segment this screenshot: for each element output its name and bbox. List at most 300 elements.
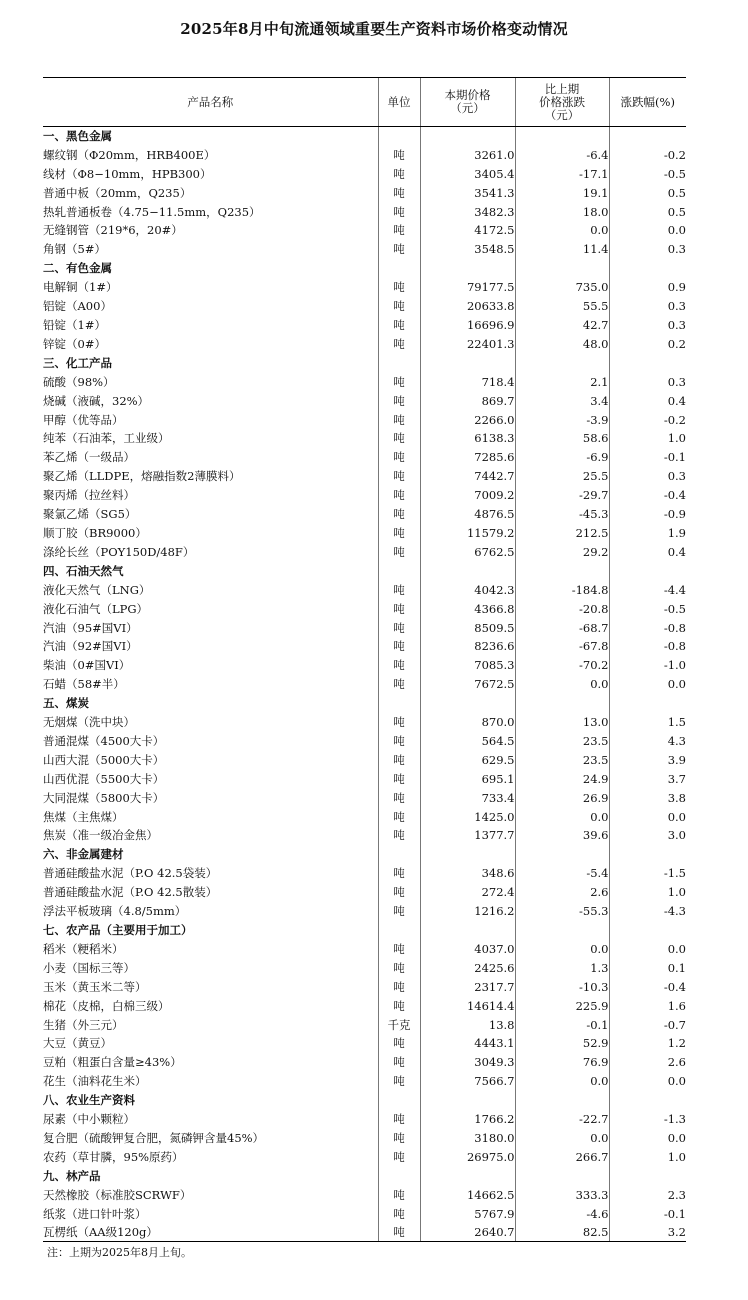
unit-cell: 吨 [378,902,420,921]
table-row [43,183,686,202]
price-cell: 870.0 [420,713,515,732]
product-name: 棉花（皮棉，白棉三级） [43,998,170,1013]
empty-cell [420,127,515,146]
percent-cell: -0.4 [609,977,686,996]
table-row [43,977,686,996]
price-cell: 1216.2 [420,902,515,921]
table-row [43,939,686,958]
percent-cell: 0.4 [609,391,686,410]
product-name: 汽油（95#国VI） [43,620,138,635]
unit-cell: 吨 [378,1110,420,1129]
empty-cell [378,259,420,278]
change-cell: 3.4 [515,391,609,410]
product-name: 顺丁胶（BR9000） [43,525,147,540]
unit-cell: 吨 [378,656,420,675]
unit-cell: 吨 [378,505,420,524]
change-cell: 48.0 [515,334,609,353]
table-row [43,1147,686,1166]
table-row [43,467,686,486]
empty-cell [515,561,609,580]
header-current-price-line2: （元） [450,101,485,115]
change-cell: -184.8 [515,580,609,599]
percent-cell: -0.8 [609,637,686,656]
change-cell: 212.5 [515,524,609,543]
header-current-price-line1: 本期价格 [444,88,491,102]
product-name: 普通中板（20mm，Q235） [43,185,192,200]
unit-cell: 吨 [378,145,420,164]
product-name: 甲醇（优等品） [43,412,124,427]
empty-cell [609,921,686,940]
table-header-row [43,78,686,127]
change-cell: 333.3 [515,1185,609,1204]
product-name: 纸浆（进口针叶浆） [43,1206,147,1221]
price-cell: 3049.3 [420,1053,515,1072]
price-cell: 7672.5 [420,675,515,694]
price-cell: 348.6 [420,864,515,883]
change-cell: 266.7 [515,1147,609,1166]
product-name: 汽油（92#国VI） [43,639,138,654]
price-cell: 8509.5 [420,618,515,637]
category-row [43,1091,686,1110]
price-cell: 3541.3 [420,183,515,202]
unit-cell: 吨 [378,826,420,845]
category-row [43,561,686,580]
empty-cell [609,259,686,278]
table-row [43,240,686,259]
unit-cell: 吨 [378,864,420,883]
header-product-name: 产品名称 [43,78,378,127]
unit-cell: 吨 [378,240,420,259]
table-row [43,1185,686,1204]
change-cell: 23.5 [515,732,609,751]
table-row [43,391,686,410]
product-name: 螺纹钢（Φ20mm，HRB400E） [43,147,216,162]
unit-cell: 吨 [378,883,420,902]
percent-cell: -1.5 [609,864,686,883]
product-name: 硫酸（98%） [43,374,115,389]
change-cell: 0.0 [515,939,609,958]
unit-cell: 吨 [378,958,420,977]
percent-cell: 0.5 [609,183,686,202]
empty-cell [378,1091,420,1110]
unit-cell: 吨 [378,467,420,486]
unit-cell: 吨 [378,1185,420,1204]
percent-cell: 0.3 [609,316,686,335]
product-name: 线材（Φ8−10mm，HPB300） [43,166,212,181]
category-title: 八、农业生产资料 [43,1093,135,1108]
change-cell: 0.0 [515,1072,609,1091]
change-cell: 2.6 [515,883,609,902]
unit-cell: 吨 [378,410,420,429]
empty-cell [378,921,420,940]
percent-cell: 0.3 [609,372,686,391]
product-name: 大豆（黄豆） [43,1036,112,1051]
price-cell: 3405.4 [420,164,515,183]
price-cell: 7442.7 [420,467,515,486]
table-row [43,656,686,675]
empty-cell [609,127,686,146]
percent-cell: -0.2 [609,145,686,164]
change-cell: 55.5 [515,297,609,316]
unit-cell: 吨 [378,713,420,732]
table-row [43,429,686,448]
percent-cell: -0.1 [609,1204,686,1223]
percent-cell: -0.2 [609,410,686,429]
category-title: 一、黑色金属 [43,129,112,144]
category-title: 七、农产品（主要用于加工） [43,923,193,938]
product-name: 液化天然气（LNG） [43,582,151,597]
price-cell: 718.4 [420,372,515,391]
percent-cell: 3.2 [609,1223,686,1242]
unit-cell: 吨 [378,939,420,958]
percent-cell: 0.3 [609,240,686,259]
empty-cell [378,1166,420,1185]
unit-cell: 吨 [378,1204,420,1223]
empty-cell [378,353,420,372]
percent-cell: 0.0 [609,807,686,826]
empty-cell [420,259,515,278]
unit-cell: 吨 [378,316,420,335]
table-row [43,486,686,505]
percent-cell: 1.0 [609,429,686,448]
unit-cell: 吨 [378,788,420,807]
empty-cell [609,561,686,580]
unit-cell: 吨 [378,618,420,637]
product-name: 瓦楞纸（AA级120g） [43,1223,378,1242]
product-name: 花生（油料花生米） [43,1074,147,1089]
price-cell: 22401.3 [420,334,515,353]
unit-cell: 吨 [378,542,420,561]
unit-cell: 吨 [378,637,420,656]
change-cell: -4.6 [515,1204,609,1223]
percent-cell: 1.2 [609,1034,686,1053]
percent-cell: 0.3 [609,467,686,486]
table-row [43,1015,686,1034]
percent-cell: 1.0 [609,1147,686,1166]
price-cell: 8236.6 [420,637,515,656]
change-cell: 26.9 [515,788,609,807]
price-cell: 7566.7 [420,1072,515,1091]
price-cell: 1766.2 [420,1110,515,1129]
product-name: 山西优混（5500大卡） [43,771,165,786]
header-price-change [515,78,609,127]
price-cell: 2425.6 [420,958,515,977]
product-name: 无缝钢管（219*6，20#） [43,223,183,238]
change-cell: -10.3 [515,977,609,996]
change-cell: 0.0 [515,1129,609,1148]
product-name: 稻米（粳稻米） [43,941,124,956]
unit-cell: 吨 [378,1072,420,1091]
product-name: 电解铜（1#） [43,280,118,295]
price-cell: 16696.9 [420,316,515,335]
empty-cell [420,694,515,713]
change-cell: 13.0 [515,713,609,732]
empty-cell [378,127,420,146]
price-cell: 7285.6 [420,448,515,467]
table-row [43,675,686,694]
product-name: 生猪（外三元） [43,1017,124,1032]
percent-cell: -0.5 [609,164,686,183]
change-cell: 82.5 [515,1223,609,1242]
product-name: 山西大混（5000大卡） [43,752,165,767]
product-name: 普通硅酸盐水泥（P.O 42.5散装） [43,885,218,900]
table-row [43,599,686,618]
change-cell: 39.6 [515,826,609,845]
header-change-percent: 涨跌幅(%) [609,78,686,127]
percent-cell: -0.5 [609,599,686,618]
percent-cell: -0.9 [609,505,686,524]
table-row [43,1204,686,1223]
category-row [43,694,686,713]
table-row [43,902,686,921]
price-cell: 4876.5 [420,505,515,524]
percent-cell: 3.8 [609,788,686,807]
price-cell: 4366.8 [420,599,515,618]
percent-cell: 1.0 [609,883,686,902]
change-cell: 29.2 [515,542,609,561]
price-cell: 4443.1 [420,1034,515,1053]
empty-cell [515,353,609,372]
unit-cell: 吨 [378,732,420,751]
price-cell: 7009.2 [420,486,515,505]
empty-cell [420,1166,515,1185]
table-row [43,1223,686,1242]
product-name: 普通混煤（4500大卡） [43,733,165,748]
price-cell: 3548.5 [420,240,515,259]
header-price-change-line2: 价格涨跌 [539,94,585,109]
empty-cell [515,259,609,278]
percent-cell: 0.1 [609,958,686,977]
change-cell: -22.7 [515,1110,609,1129]
percent-cell: 0.3 [609,297,686,316]
empty-cell [609,1091,686,1110]
empty-cell [515,694,609,713]
product-name: 锌锭（0#） [43,336,106,351]
change-cell: -6.9 [515,448,609,467]
table-row [43,542,686,561]
empty-cell [378,845,420,864]
product-name: 无烟煤（洗中块） [43,715,135,730]
header-unit: 单位 [378,78,420,127]
change-cell: 24.9 [515,769,609,788]
percent-cell: 0.0 [609,221,686,240]
price-cell: 695.1 [420,769,515,788]
product-name: 浮法平板玻璃（4.8/5mm） [43,904,187,919]
product-name: 角钢（5#） [43,242,106,257]
change-cell: -20.8 [515,599,609,618]
empty-cell [609,694,686,713]
percent-cell: 2.3 [609,1185,686,1204]
change-cell: 18.0 [515,202,609,221]
empty-cell [609,845,686,864]
product-name: 纯苯（石油苯，工业级） [43,431,170,446]
percent-cell: 0.5 [609,202,686,221]
table-row [43,864,686,883]
header-price-change-line3: （元） [544,107,580,122]
table-row [43,316,686,335]
percent-cell: -1.3 [609,1110,686,1129]
price-cell: 7085.3 [420,656,515,675]
category-row [43,921,686,940]
product-name: 石蜡（58#半） [43,677,125,692]
unit-cell: 吨 [378,429,420,448]
change-cell: 1.3 [515,958,609,977]
category-title: 九、林产品 [43,1168,101,1183]
percent-cell: 1.5 [609,713,686,732]
percent-cell: 0.0 [609,1129,686,1148]
empty-cell [378,561,420,580]
unit-cell: 吨 [378,372,420,391]
price-cell: 4172.5 [420,221,515,240]
price-cell: 2317.7 [420,977,515,996]
empty-cell [515,1166,609,1185]
percent-cell: 0.0 [609,675,686,694]
change-cell: 23.5 [515,750,609,769]
unit-cell: 吨 [378,977,420,996]
percent-cell: 4.3 [609,732,686,751]
product-name: 聚氯乙烯（SG5） [43,507,137,522]
change-cell: 0.0 [515,221,609,240]
change-cell: 2.1 [515,372,609,391]
price-cell: 14662.5 [420,1185,515,1204]
change-cell: 225.9 [515,996,609,1015]
unit-cell: 千克 [378,1015,420,1034]
table-row [43,524,686,543]
change-cell: -29.7 [515,486,609,505]
price-cell: 26975.0 [420,1147,515,1166]
price-cell: 629.5 [420,750,515,769]
change-cell: 52.9 [515,1034,609,1053]
change-cell: -5.4 [515,864,609,883]
product-name: 天然橡胶（标准胶SCRWF） [43,1187,192,1202]
percent-cell: -4.4 [609,580,686,599]
change-cell: -0.1 [515,1015,609,1034]
category-title: 五、煤炭 [43,696,89,711]
unit-cell: 吨 [378,996,420,1015]
percent-cell: 3.0 [609,826,686,845]
category-title: 四、石油天然气 [43,563,124,578]
unit-cell: 吨 [378,750,420,769]
empty-cell [609,353,686,372]
table-row [43,637,686,656]
change-cell: -70.2 [515,656,609,675]
product-name: 液化石油气（LPG） [43,601,149,616]
percent-cell: 2.6 [609,1053,686,1072]
unit-cell: 吨 [378,1053,420,1072]
price-cell: 3261.0 [420,145,515,164]
percent-cell: 3.7 [609,769,686,788]
table-row [43,1053,686,1072]
category-row [43,845,686,864]
change-cell: 735.0 [515,278,609,297]
product-name: 焦煤（主焦煤） [43,809,124,824]
change-cell: -45.3 [515,505,609,524]
empty-cell [609,1166,686,1185]
empty-cell [515,1091,609,1110]
table-row [43,1129,686,1148]
unit-cell: 吨 [378,1034,420,1053]
product-name: 苯乙烯（一级品） [43,450,135,465]
product-name: 普通硅酸盐水泥（P.O 42.5袋装） [43,866,218,881]
percent-cell: -0.8 [609,618,686,637]
price-cell: 1425.0 [420,807,515,826]
empty-cell [515,845,609,864]
percent-cell: -0.4 [609,486,686,505]
category-title: 二、有色金属 [43,261,112,276]
unit-cell: 吨 [378,183,420,202]
price-table [43,77,686,1242]
unit-cell: 吨 [378,221,420,240]
product-name: 玉米（黄玉米二等） [43,979,147,994]
percent-cell: 3.9 [609,750,686,769]
price-cell: 14614.4 [420,996,515,1015]
category-row [43,353,686,372]
category-row [43,1166,686,1185]
change-cell: 76.9 [515,1053,609,1072]
change-cell: 58.6 [515,429,609,448]
price-cell: 5767.9 [420,1204,515,1223]
percent-cell: 1.6 [609,996,686,1015]
table-row [43,278,686,297]
empty-cell [420,353,515,372]
product-name: 涤纶长丝（POY150D/48F） [43,544,195,559]
category-row [43,127,686,146]
table-row [43,221,686,240]
price-cell: 6138.3 [420,429,515,448]
price-cell: 4042.3 [420,580,515,599]
price-cell: 564.5 [420,732,515,751]
change-cell: -3.9 [515,410,609,429]
table-row [43,202,686,221]
empty-cell [515,921,609,940]
unit-cell: 吨 [378,675,420,694]
header-current-price [420,78,515,127]
table-row [43,580,686,599]
change-cell: 42.7 [515,316,609,335]
empty-cell [420,921,515,940]
change-cell: -17.1 [515,164,609,183]
product-name: 复合肥（硫酸钾复合肥，氮磷钾含量45%） [43,1130,265,1145]
table-row [43,1072,686,1091]
product-name: 聚乙烯（LLDPE，熔融指数2薄膜料） [43,469,241,484]
change-cell: 0.0 [515,807,609,826]
unit-cell: 吨 [378,334,420,353]
change-cell: -6.4 [515,145,609,164]
table-row [43,996,686,1015]
unit-cell: 吨 [378,807,420,826]
percent-cell: -4.3 [609,902,686,921]
table-row [43,807,686,826]
percent-cell: 0.4 [609,542,686,561]
percent-cell: -0.1 [609,448,686,467]
unit-cell: 吨 [378,524,420,543]
empty-cell [420,1091,515,1110]
table-row [43,372,686,391]
price-cell: 1377.7 [420,826,515,845]
header-price-change-line1: 比上期 [544,81,580,96]
table-row [43,505,686,524]
unit-cell: 吨 [378,297,420,316]
change-cell: -67.8 [515,637,609,656]
unit-cell: 吨 [378,486,420,505]
price-cell: 2266.0 [420,410,515,429]
unit-cell: 吨 [378,769,420,788]
price-cell: 733.4 [420,788,515,807]
table-row [43,334,686,353]
product-name: 柴油（0#国VI） [43,658,131,673]
change-cell: 25.5 [515,467,609,486]
price-cell: 20633.8 [420,297,515,316]
